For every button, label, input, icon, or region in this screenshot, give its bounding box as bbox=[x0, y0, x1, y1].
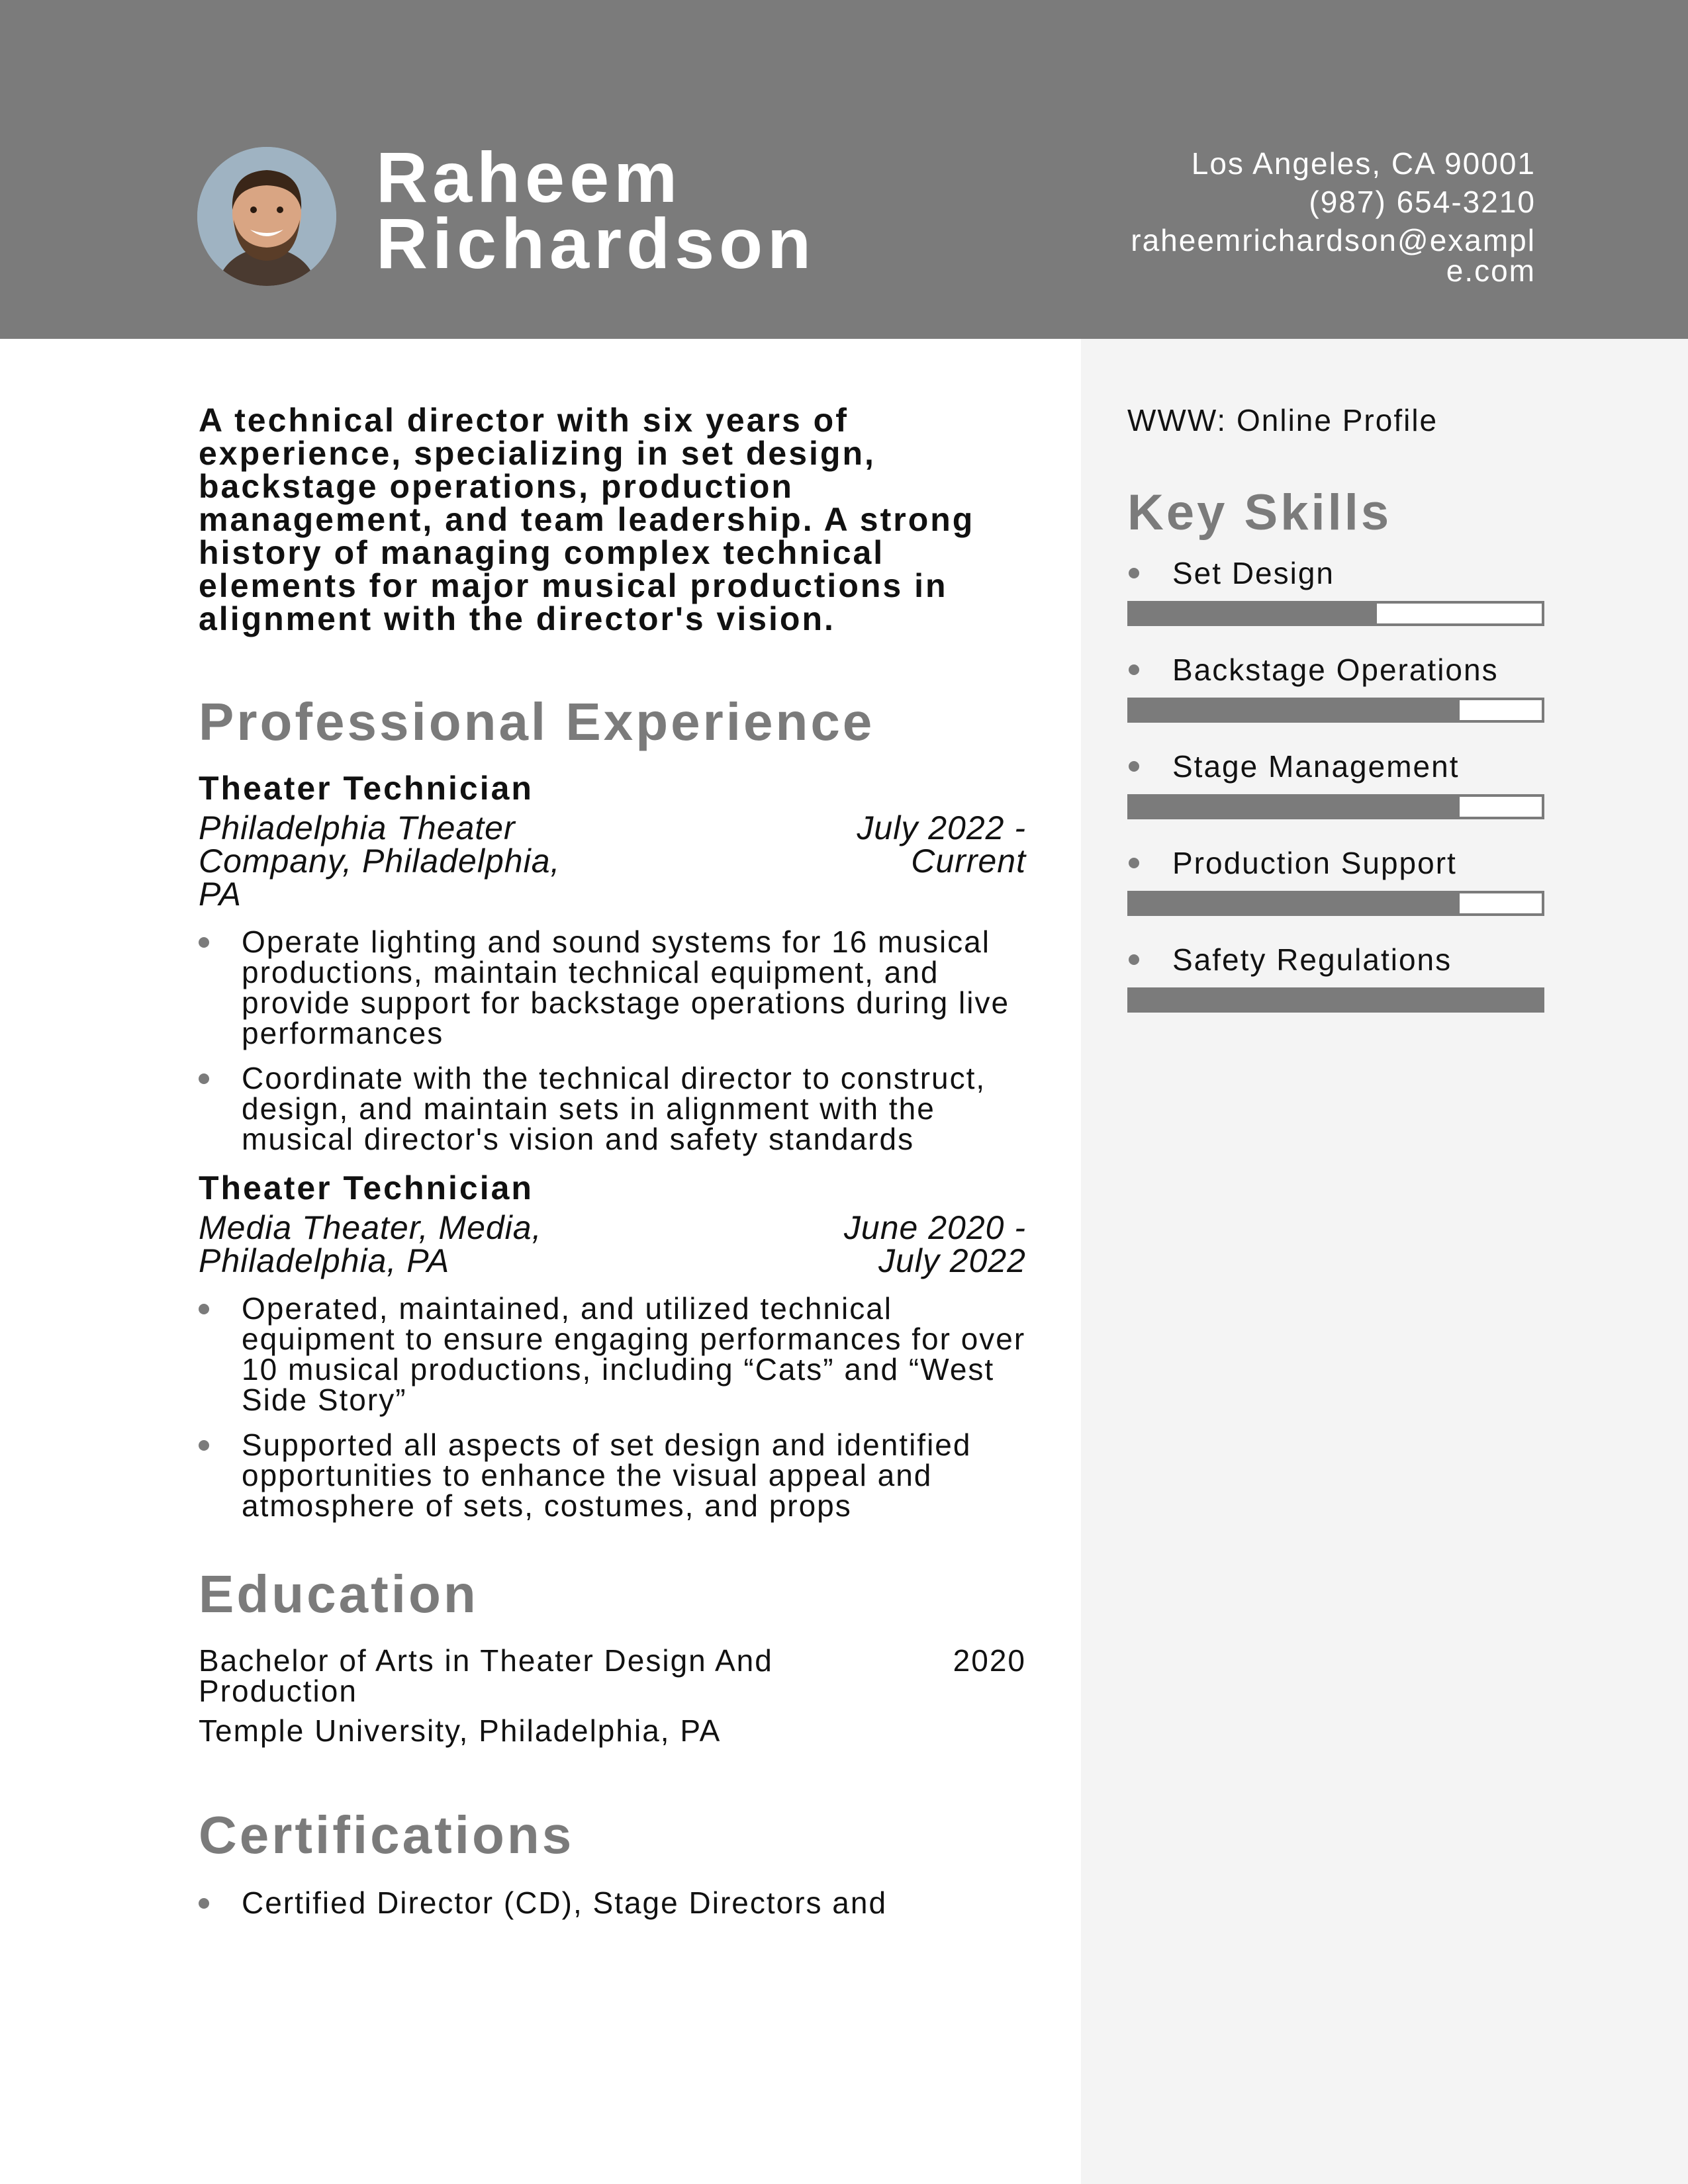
certifications-heading: Certifications bbox=[199, 1805, 575, 1864]
skill-name: Set Design bbox=[1172, 556, 1335, 590]
skill-item bbox=[1127, 651, 1591, 723]
bullet-icon bbox=[1129, 954, 1139, 965]
skill-level-fill bbox=[1130, 604, 1377, 623]
sidebar-content bbox=[1127, 404, 1591, 1013]
bullet-text: Coordinate with the technical director to construct, design, and maintain sets in alignment with the musical director's vision and safety standards bbox=[242, 1061, 986, 1156]
bullet-text: Supported all aspects of set design and identified opportunities to enhance the visual appeal and atmosphere of sets, costumes, and props bbox=[242, 1428, 972, 1523]
education-heading: Education bbox=[199, 1565, 479, 1623]
job-company: Philadelphia Theater Company, Philadelphia, PA bbox=[199, 809, 561, 913]
bullet-icon bbox=[1129, 761, 1139, 772]
profile-photo bbox=[197, 147, 336, 286]
skill-item bbox=[1127, 555, 1591, 626]
contact-info bbox=[1112, 144, 1536, 286]
main-column bbox=[199, 404, 1026, 1933]
bullet-text: Operated, maintained, and utilized technical equipment to ensure engaging performances for over 10 musical productions, including “Cats” and “West Side Story” bbox=[242, 1291, 1026, 1417]
skill-item bbox=[1127, 844, 1591, 916]
skill-level-bar bbox=[1127, 698, 1544, 723]
bullet-icon bbox=[199, 1304, 209, 1314]
bullet-icon bbox=[1129, 664, 1139, 675]
bullet-icon bbox=[1129, 568, 1139, 578]
certifications-list bbox=[199, 1888, 1026, 1918]
email[interactable] bbox=[1112, 225, 1536, 286]
location: Los Angeles, CA 90001 bbox=[1191, 146, 1536, 181]
skill-level-bar bbox=[1127, 794, 1544, 819]
skill-label bbox=[1127, 651, 1591, 688]
skill-name: Stage Management bbox=[1172, 749, 1460, 784]
skill-item bbox=[1127, 941, 1591, 1013]
skill-level-bar bbox=[1127, 601, 1544, 626]
job-entry bbox=[199, 1169, 1026, 1521]
skills-list bbox=[1127, 555, 1591, 1013]
list-item bbox=[199, 927, 1026, 1048]
skill-name: Safety Regulations bbox=[1172, 942, 1452, 977]
list-item bbox=[199, 1063, 1026, 1154]
job-dates: July 2022 - Current bbox=[857, 809, 1026, 880]
job-dates: June 2020 - July 2022 bbox=[843, 1209, 1026, 1279]
job-meta bbox=[199, 811, 1026, 911]
bullet-icon bbox=[199, 1440, 209, 1451]
bullet-icon bbox=[199, 1898, 209, 1909]
professional-summary: A technical director with six years of experience, specializing in set design, backstage operations, production management, and team leadership. A strong history of managing complex technical elements for major musical productions in alignment with the director's vision. bbox=[199, 402, 975, 637]
skill-label bbox=[1127, 748, 1591, 785]
skill-item bbox=[1127, 748, 1591, 819]
list-item bbox=[199, 1293, 1026, 1415]
education-entry bbox=[199, 1645, 1026, 1746]
education-row bbox=[199, 1645, 1026, 1706]
resume-header bbox=[0, 0, 1688, 339]
skill-label bbox=[1127, 844, 1591, 882]
skill-level-fill bbox=[1130, 893, 1460, 913]
online-profile-link[interactable]: WWW: Online Profile bbox=[1127, 403, 1438, 437]
phone: (987) 654-3210 bbox=[1309, 185, 1536, 219]
list-item bbox=[199, 1430, 1026, 1521]
degree: Bachelor of Arts in Theater Design And Production bbox=[199, 1643, 773, 1708]
job-title: Theater Technician bbox=[199, 770, 534, 807]
job-entry bbox=[199, 769, 1026, 1154]
bullet-icon bbox=[199, 1073, 209, 1084]
candidate-name bbox=[376, 137, 816, 283]
graduation-year: 2020 bbox=[953, 1643, 1026, 1678]
job-meta bbox=[199, 1211, 1026, 1277]
first-name: Raheem bbox=[376, 137, 682, 217]
person-portrait-icon bbox=[197, 147, 336, 286]
job-company: Media Theater, Media, Philadelphia, PA bbox=[199, 1209, 542, 1279]
last-name: Richardson bbox=[376, 203, 816, 283]
skill-level-fill bbox=[1130, 797, 1460, 817]
email-line-2: e.com bbox=[1446, 253, 1536, 288]
list-item bbox=[199, 1888, 1026, 1918]
certification-text: Certified Director (CD), Stage Directors and bbox=[242, 1886, 888, 1920]
bullet-icon bbox=[1129, 858, 1139, 868]
skill-level-fill bbox=[1130, 700, 1460, 720]
skill-name: Backstage Operations bbox=[1172, 653, 1499, 687]
skill-level-bar bbox=[1127, 891, 1544, 916]
skill-label bbox=[1127, 941, 1591, 978]
skill-name: Production Support bbox=[1172, 846, 1457, 880]
job-title: Theater Technician bbox=[199, 1169, 534, 1206]
bullet-text: Operate lighting and sound systems for 16 musical productions, maintain technical equipment, and provide support for backstage operations during live performances bbox=[242, 925, 1010, 1050]
job-bullets bbox=[199, 1293, 1026, 1521]
job-bullets bbox=[199, 927, 1026, 1154]
experience-heading: Professional Experience bbox=[199, 692, 875, 751]
school: Temple University, Philadelphia, PA bbox=[199, 1713, 722, 1748]
skill-level-bar bbox=[1127, 987, 1544, 1013]
skill-level-fill bbox=[1130, 990, 1542, 1010]
email-line-1: raheemrichardson@exampl bbox=[1131, 223, 1536, 257]
skills-heading: Key Skills bbox=[1127, 484, 1392, 541]
skill-label bbox=[1127, 555, 1591, 592]
bullet-icon bbox=[199, 937, 209, 948]
